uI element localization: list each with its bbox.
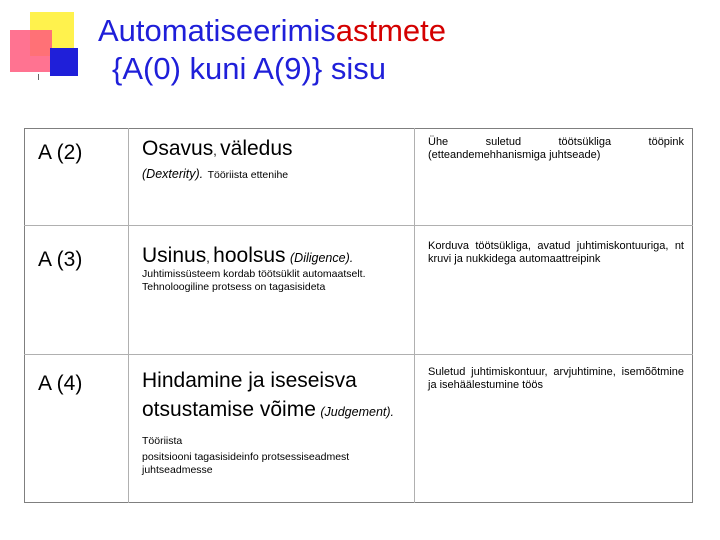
row-divider <box>24 225 693 226</box>
level-name: Osavus, väledus <box>142 137 293 160</box>
level-name: Usinus, hoolsus (Diligence). <box>142 244 354 267</box>
level-code: A (4) <box>38 372 83 395</box>
row-divider <box>24 354 693 355</box>
decorative-blue-square <box>50 48 78 76</box>
level-code: A (3) <box>38 248 83 271</box>
level-description: Juhtimissüsteem kordab töötsüklit automaatselt. Tehnoloogiline protsess on tagasisideta <box>142 268 366 293</box>
decorative-line <box>38 74 39 80</box>
title-part1: Automatiseerimis <box>98 13 336 48</box>
level-description: (Dexterity). Tööriista ettenihe <box>142 167 289 181</box>
decorative-pink-square <box>10 30 52 72</box>
title-highlight: astmete <box>335 13 447 48</box>
page-title <box>98 12 618 88</box>
level-example: Ühe suletud töötsükliga tööpink (etteandemehhanismiga juhtseade) <box>428 136 684 161</box>
title-line2: {A(0) kuni A(9)} sisu <box>112 51 386 86</box>
level-example: Korduva töötsükliga, avatud juhtimiskontuuriga, nt kruvi ja nukkidega automaattreipink <box>428 240 684 265</box>
level-name: Hindamine ja iseseisva otsustamise võime (Judgement). Tööriista <box>142 369 395 447</box>
level-example: Suletud juhtimiskontuur, arvjuhtimine, isemõõtmine ja isehäälestumine töös <box>428 366 684 391</box>
level-description: positsiooni tagasisideinfo protsessiseadmest juhtseadmesse <box>142 451 350 476</box>
column-divider <box>414 128 415 503</box>
level-code: A (2) <box>38 141 83 164</box>
column-divider <box>128 128 129 503</box>
